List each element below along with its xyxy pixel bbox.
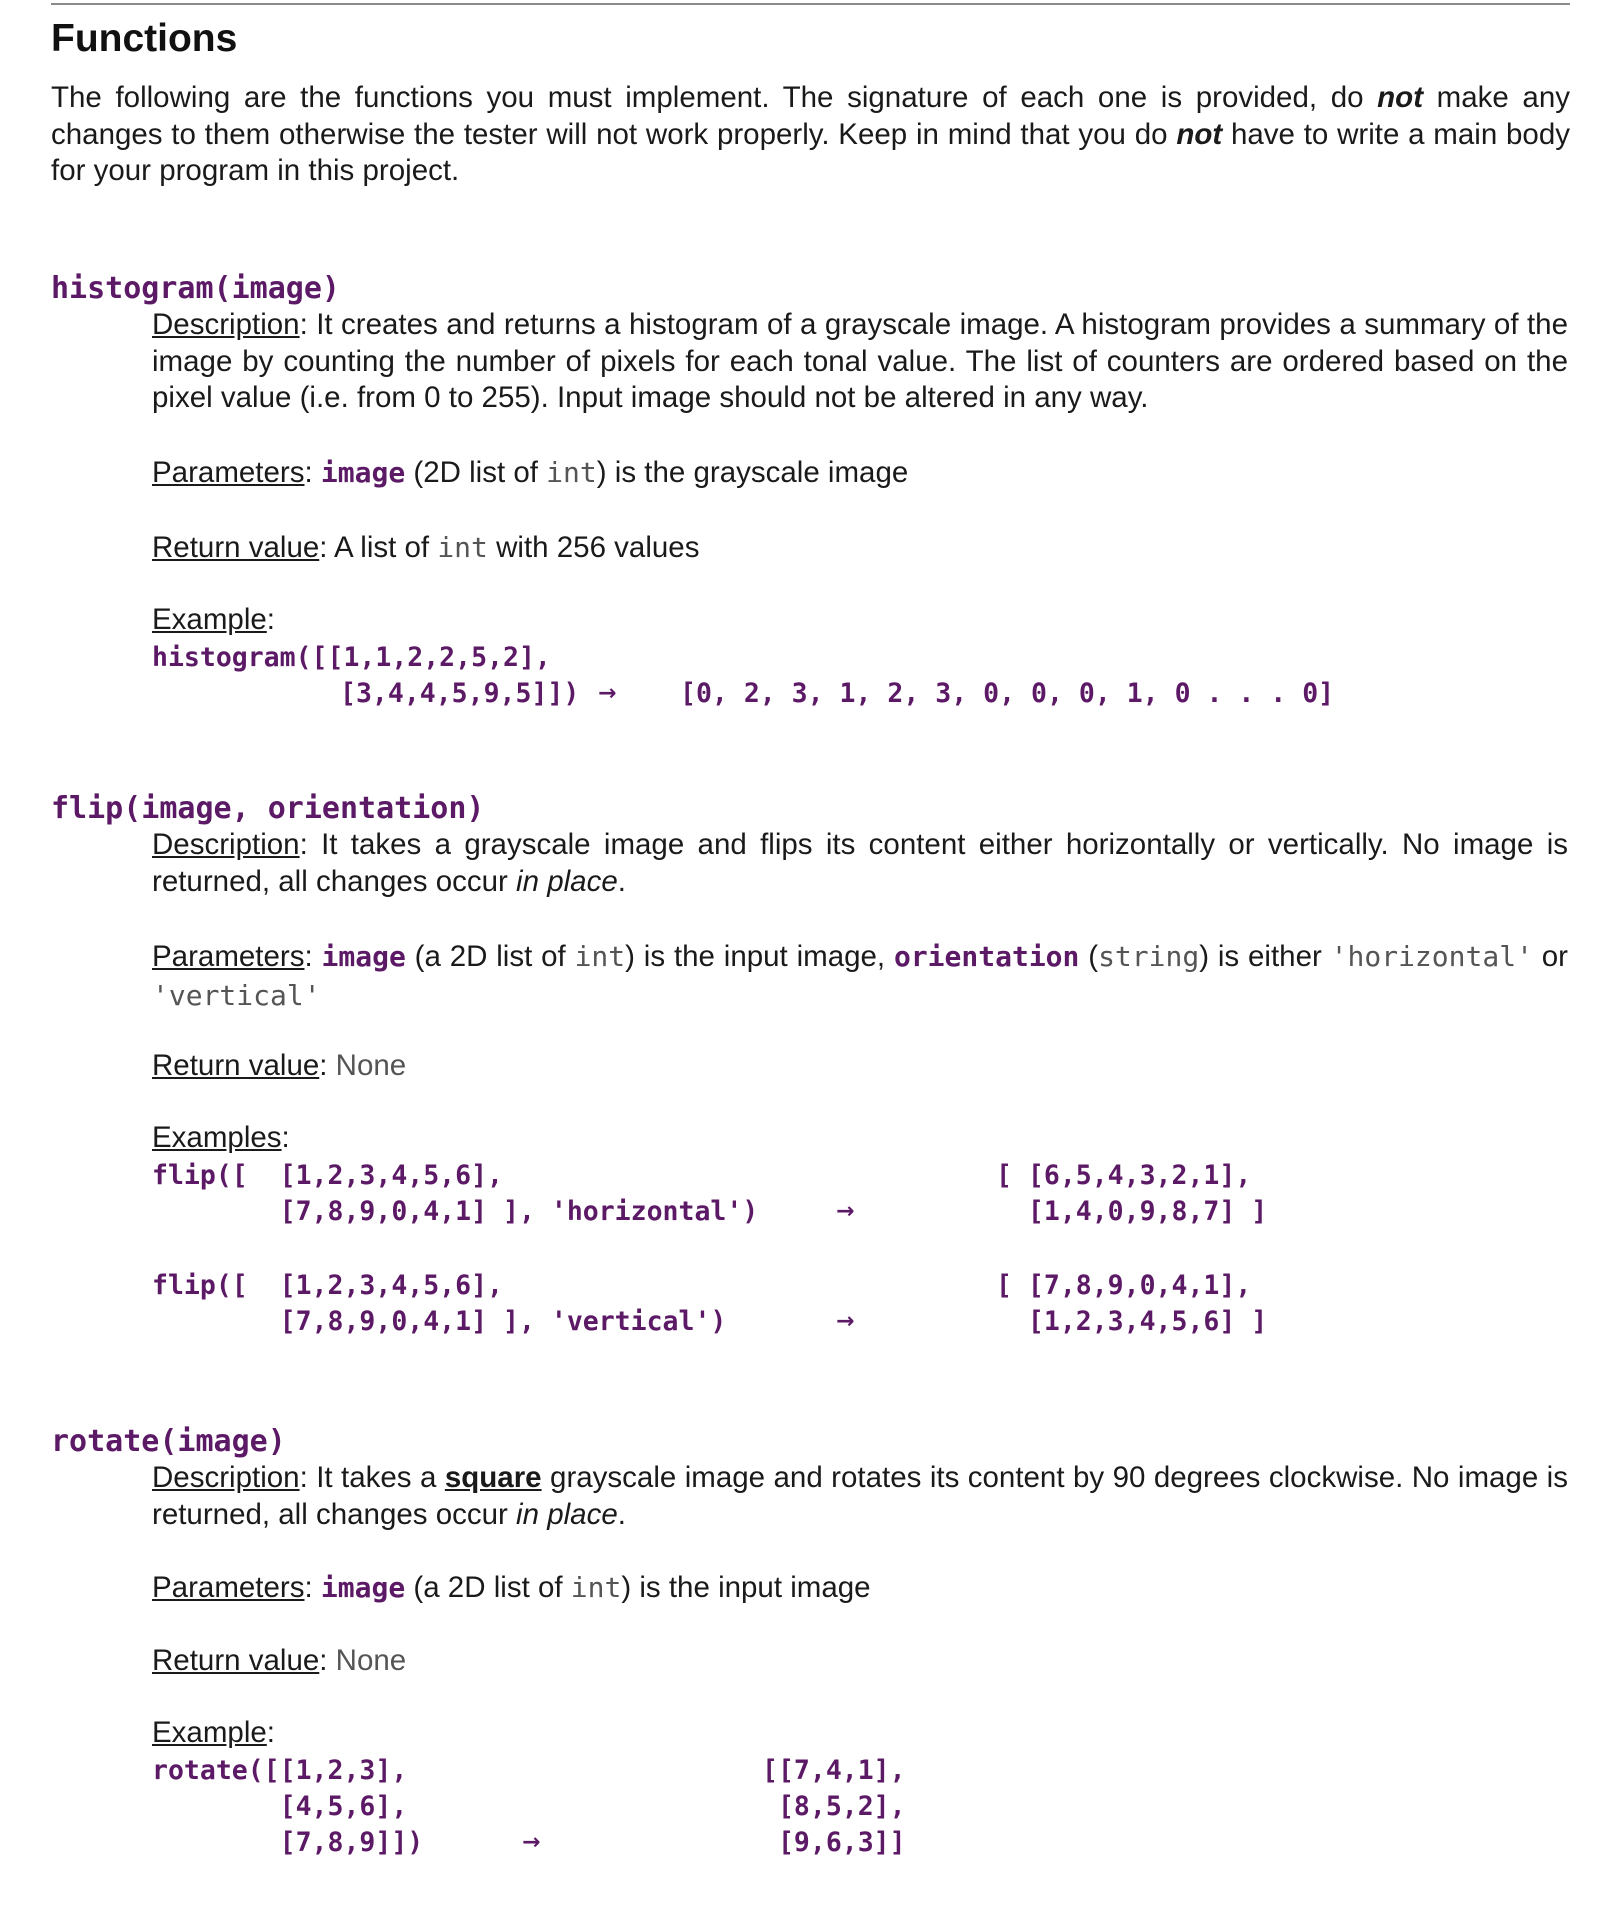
param-text: (a 2D list of <box>405 1571 571 1604</box>
colon: : <box>281 1121 290 1154</box>
rotate-example-result-3: [9,6,3]] <box>762 1827 906 1858</box>
description-text: : It takes a <box>299 1461 445 1494</box>
rotate-example-result-2: [8,5,2], <box>762 1791 906 1822</box>
param-orientation: orientation <box>893 940 1080 973</box>
param-image: image <box>321 940 406 973</box>
type-int: int <box>574 940 626 973</box>
description-label: Description <box>152 308 300 341</box>
param-text: (2D list of <box>405 456 547 489</box>
param-image: image <box>320 456 406 489</box>
example-label: Example <box>152 1716 267 1749</box>
return-value-label: Return value <box>152 531 320 564</box>
flip-examples-label <box>152 1120 1568 1157</box>
description-text: . <box>617 1497 626 1531</box>
intro-text-2: make any changes to them otherwise the tester will not work properly. Keep in mind that you do <box>51 81 1570 151</box>
description-text: : It takes a grayscale image and flips its content either horizontally or vertically. No image is returned, all changes occur <box>152 828 1568 898</box>
top-rule <box>51 3 1570 5</box>
square-emphasis: square <box>444 1461 542 1494</box>
description-label: Description <box>152 828 300 861</box>
histogram-description <box>152 307 1568 417</box>
param-text: ) is the input image <box>621 1571 871 1604</box>
histogram-signature: histogram(image) <box>51 271 340 306</box>
histogram-example-line-1: histogram([[1,1,2,2,5,2], <box>152 642 551 673</box>
flip-example-2-result-1: [ [7,8,9,0,4,1], <box>996 1270 1252 1301</box>
arrow-icon: → <box>836 1199 855 1224</box>
arrow-icon: → <box>522 1830 541 1855</box>
return-value-label: Return value <box>152 1644 320 1677</box>
colon: : <box>304 1571 313 1604</box>
intro-emphasis-1: not <box>1377 81 1424 114</box>
intro-emphasis-2: not <box>1176 117 1223 151</box>
option-horizontal: 'horizontal' <box>1330 940 1533 973</box>
histogram-parameters <box>152 455 1568 492</box>
rotate-return-value <box>152 1643 1568 1680</box>
parameters-label: Parameters <box>152 1571 305 1604</box>
description-text: grayscale image and rotates its content by 90 degrees clockwise. No image is returned, all changes occur <box>152 1461 1568 1531</box>
rotate-example-line-3: [7,8,9]]) <box>152 1827 424 1858</box>
description-text: . <box>617 864 626 898</box>
param-text: ) is the input image, <box>625 940 894 973</box>
flip-example-1-line-2: [7,8,9,0,4,1] ], 'horizontal') <box>152 1196 759 1227</box>
flip-example-1-result-1: [ [6,5,4,3,2,1], <box>996 1160 1252 1191</box>
intro-paragraph <box>51 80 1570 190</box>
flip-example-2-result-2: [1,2,3,4,5,6] ] <box>996 1306 1268 1337</box>
colon: : <box>304 456 313 489</box>
param-text: ( <box>1079 940 1099 973</box>
flip-example-2-line-2: [7,8,9,0,4,1] ], 'vertical') <box>152 1306 727 1337</box>
param-text: or <box>1532 940 1568 973</box>
histogram-example-result: [0, 2, 3, 1, 2, 3, 0, 0, 0, 1, 0 . . . 0] <box>680 678 1335 709</box>
in-place-italic: in place <box>516 1497 618 1531</box>
description-label: Description <box>152 1461 300 1494</box>
rotate-example-label <box>152 1715 1568 1752</box>
arrow-icon: → <box>836 1309 855 1334</box>
colon: : <box>304 940 313 973</box>
flip-parameters <box>152 937 1568 1015</box>
colon: : <box>266 1716 275 1749</box>
colon: : <box>319 1644 328 1677</box>
param-text: ) is either <box>1199 940 1331 973</box>
examples-label: Examples <box>152 1121 282 1154</box>
flip-example-1-result-2: [1,4,0,9,8,7] ] <box>996 1196 1268 1227</box>
in-place-italic: in place <box>516 864 618 898</box>
histogram-description-text: : It creates and returns a histogram of a grayscale image. A histogram provides a summary of the image by counting the number of pixels for each tonal value. The list of counters are ordered based on the pixel value (i.e. from 0 to 255). Input image should not be altered in any way. <box>152 308 1568 414</box>
parameters-label: Parameters <box>152 456 305 489</box>
rotate-description <box>152 1460 1568 1533</box>
type-int: int <box>546 456 597 489</box>
return-text: with 256 values <box>487 531 700 564</box>
colon: : <box>266 603 275 636</box>
param-text: ) is the grayscale image <box>596 456 909 489</box>
example-label: Example <box>152 603 267 636</box>
rotate-parameters <box>152 1570 1568 1607</box>
flip-example-1-line-1: flip([ [1,2,3,4,5,6], <box>152 1160 503 1191</box>
param-text: (a 2D list of <box>405 940 575 973</box>
flip-example-2-line-1: flip([ [1,2,3,4,5,6], <box>152 1270 503 1301</box>
rotate-signature: rotate(image) <box>51 1424 286 1459</box>
return-none: None <box>335 1644 407 1677</box>
rotate-example-result-1: [[7,4,1], <box>762 1755 906 1786</box>
section-title: Functions <box>51 17 238 60</box>
type-string: string <box>1098 940 1200 973</box>
intro-text-1: The following are the functions you must implement. The signature of each one is provided, do <box>51 81 1378 114</box>
param-image: image <box>320 1571 406 1604</box>
type-int: int <box>570 1571 622 1604</box>
parameters-label: Parameters <box>152 940 305 973</box>
intro-text-3: have to write a main body for your program in this project. <box>51 117 1570 187</box>
return-none: None <box>335 1049 407 1082</box>
type-int: int <box>437 531 488 564</box>
colon: : <box>319 1049 328 1082</box>
histogram-example-label <box>152 602 1568 639</box>
rotate-example-line-2: [4,5,6], <box>152 1791 408 1822</box>
arrow-icon: → <box>598 681 617 706</box>
rotate-example-line-1: rotate([[1,2,3], <box>152 1755 408 1786</box>
return-value-label: Return value <box>152 1049 320 1082</box>
flip-signature: flip(image, orientation) <box>51 791 485 826</box>
return-text: : A list of <box>319 531 438 564</box>
histogram-return-value <box>152 530 1568 567</box>
flip-description <box>152 827 1568 900</box>
option-vertical: 'vertical' <box>152 979 321 1012</box>
histogram-example-line-2: [3,4,4,5,9,5]]) <box>340 678 580 709</box>
flip-return-value <box>152 1048 1568 1085</box>
